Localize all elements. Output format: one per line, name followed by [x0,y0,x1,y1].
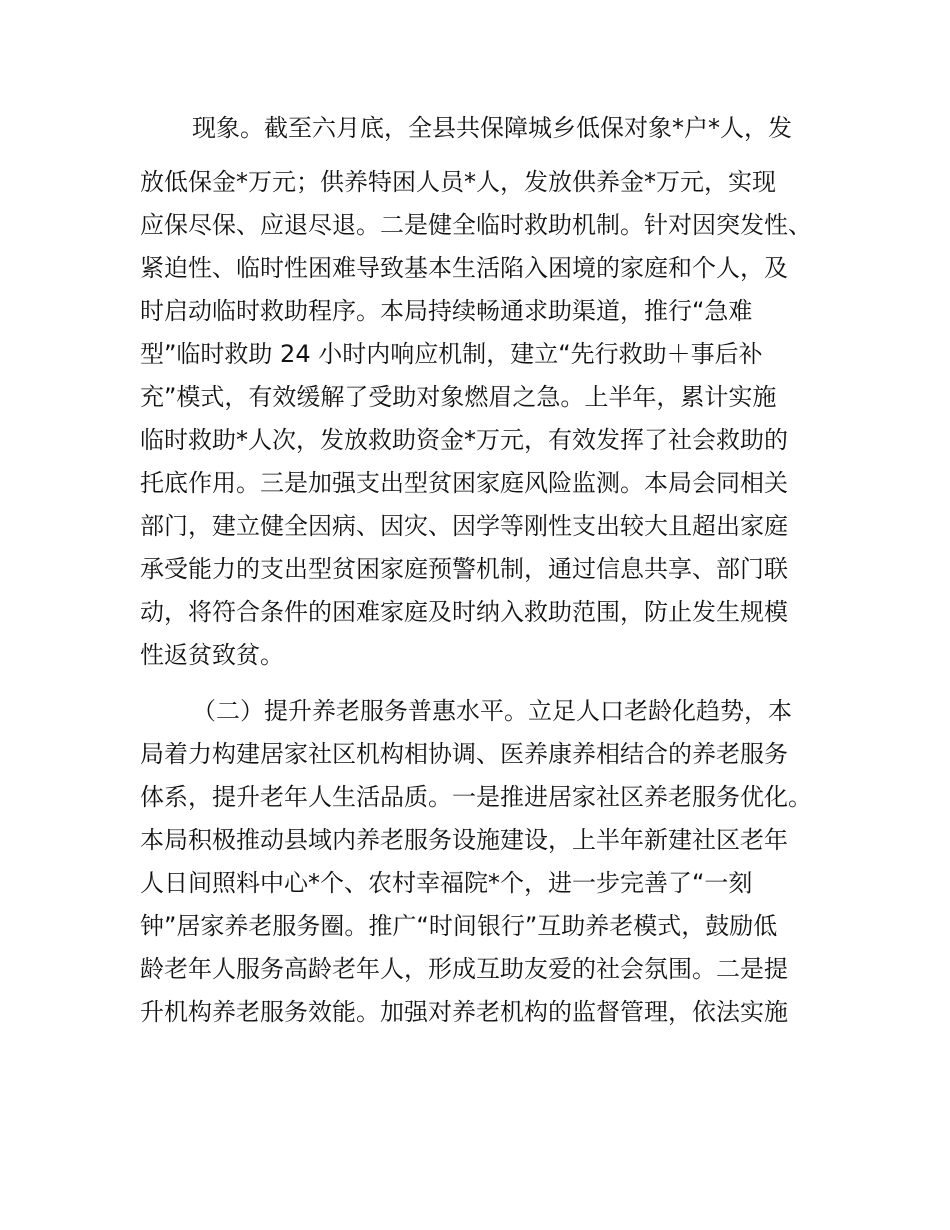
text-line: 紧迫性、临时性困难导致基本生活陷入困境的家庭和个人，及 [140,254,788,282]
text-line: 充”模式，有效缓解了受助对象燃眉之急。上半年，累计实施 [140,383,777,411]
text-line: 体系，提升老年人生活品质。一是推进居家社区养老服务优化。 [140,783,812,811]
text-line: 局着力构建居家社区机构相协调、医养康养相结合的养老服务 [140,740,788,768]
text-line: 钟”居家养老服务圈。推广“时间银行”互助养老模式，鼓励低 [140,912,778,940]
text-line: 承受能力的支出型贫困家庭预警机制，通过信息共享、部门联 [140,555,788,583]
text-line: 本局积极推动县域内养老服务设施建设，上半年新建社区老年 [140,826,788,854]
text-line: 部门，建立健全因病、因灾、因学等刚性支出较大且超出家庭 [140,512,788,540]
text-line: 应保尽保、应退尽退。二是健全临时救助机制。针对因突发性、 [140,211,812,239]
text-line: 临时救助*人次，发放救助资金*万元，有效发挥了社会救助的 [140,426,788,454]
text-line: 放低保金*万元；供养特困人员*人，发放供养金*万元，实现 [140,168,776,196]
text-line: 时启动临时救助程序。本局持续畅通求助渠道，推行“急难 [140,297,753,325]
section-heading-line: （二）提升养老服务普惠水平。立足人口老龄化趋势，本 [192,697,792,725]
text-line: 升机构养老服务效能。加强对养老机构的监督管理，依法实施 [140,998,788,1026]
text-line: 型”临时救助 24 小时内响应机制，建立“先行救助＋事后补 [140,340,763,368]
text-line: 托底作用。三是加强支出型贫困家庭风险监测。本局会同相关 [140,469,788,497]
text-line: 人日间照料中心*个、农村幸福院*个，进一步完善了“一刻 [140,869,753,897]
text-line: 龄老年人服务高龄老年人，形成互助友爱的社会氛围。二是提 [140,955,788,983]
text-line: 性返贫致贫。 [140,641,284,669]
text-line: 动，将符合条件的困难家庭及时纳入救助范围，防止发生规模 [140,598,788,626]
text-line: 现象。截至六月底，全县共保障城乡低保对象*户*人，发 [192,114,792,142]
